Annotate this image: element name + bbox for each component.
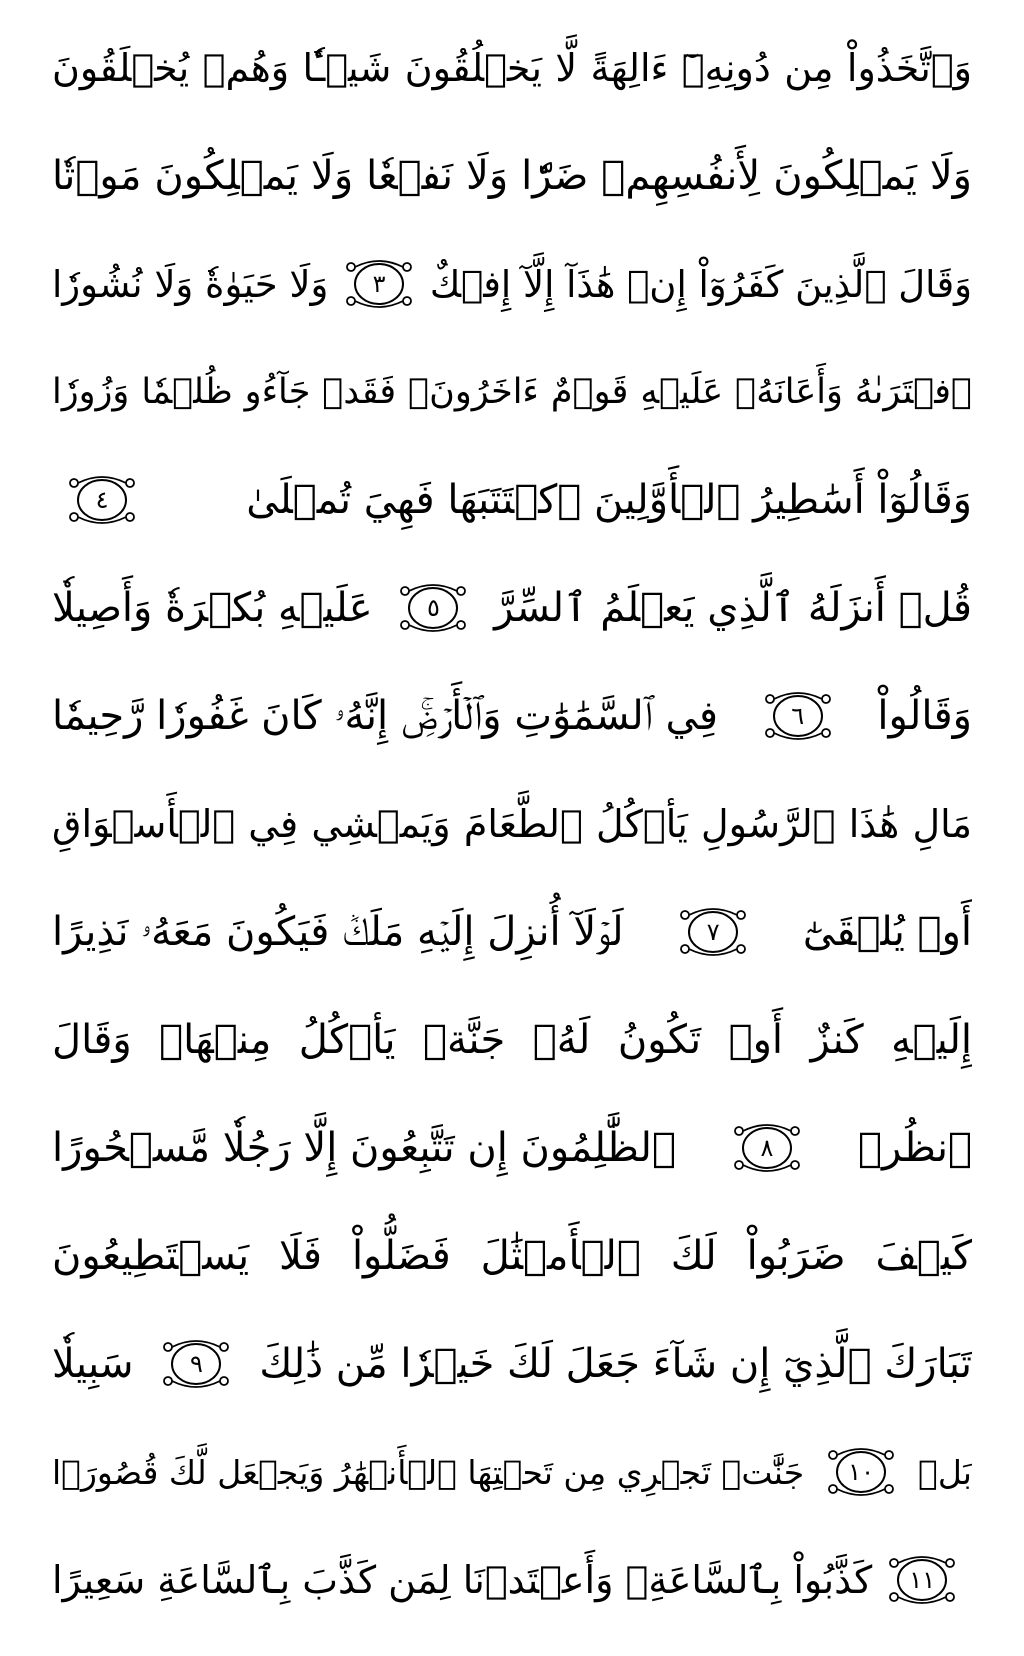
verse-text: إِلَيۡهِ كَنزٌ أَوۡ تَكُونُ لَهُۥ جَنَّةٞ يَأۡكُلُ مِنۡهَاۚ وَقَالَ [52, 1017, 972, 1063]
verse-text: ٱنظُرۡ [857, 1125, 972, 1171]
verse-line [52, 770, 972, 878]
verse-line [52, 1418, 972, 1526]
verse-text: ٱفۡتَرَىٰهُ وَأَعَانَهُۥ عَلَيۡهِ قَوۡمٌ ءَاخَرُونَۖ فَقَدۡ جَآءُو ظُلۡمٗا وَزُورٗا [52, 372, 972, 412]
verse-line [52, 878, 972, 986]
ayah-number: ٣ [372, 270, 386, 298]
ayah-number: ٩ [189, 1350, 203, 1378]
ayah-number: ١٠ [848, 1458, 874, 1486]
verse-text: فِي ٱلسَّمَٰوَٰتِ وَٱلۡأَرۡضِۚ إِنَّهُۥ كَانَ غَفُورٗا رَّحِيمٗا [52, 693, 718, 739]
verse-text: قُلۡ أَنزَلَهُ ٱلَّذِي يَعۡلَمُ ٱلسِّرَّ [494, 585, 972, 631]
verse-text: بَلۡ [918, 1452, 972, 1492]
verse-text: أَوۡ يُلۡقَىٰٓ [802, 909, 972, 955]
verse-line [52, 338, 972, 446]
ayah-number: ٦ [791, 702, 805, 730]
verse-text: وَقَالُوٓاْ أَسَٰطِيرُ ٱلۡأَوَّلِينَ ٱكۡتَتَبَهَا فَهِيَ تُمۡلَىٰ [246, 477, 972, 523]
verse-line [52, 1202, 972, 1310]
verse-line [52, 986, 972, 1094]
verse-text: وَٱتَّخَذُواْ مِن دُونِهِۦٓ ءَالِهَةً لَّا يَخۡلُقُونَ شَيۡـٔٗا وَهُمۡ يُخۡلَقُونَ [52, 46, 972, 90]
verse-line [52, 662, 972, 770]
verse-line [52, 14, 972, 122]
ayah-number-marker [160, 1335, 232, 1393]
verse-text: جَنَّٰتٖ تَجۡرِي مِن تَحۡتِهَا ٱلۡأَنۡهَٰرُ وَيَجۡعَل لَّكَ قُصُورَۢا [52, 1452, 805, 1492]
verse-line [52, 230, 972, 338]
verse-line [52, 1310, 972, 1418]
verse-text: وَلَا حَيَوٰةٗ وَلَا نُشُورٗا [52, 262, 329, 306]
ayah-number-marker [825, 1443, 897, 1501]
ayah-number: ٤ [95, 486, 109, 514]
ayah-number: ٧ [706, 918, 720, 946]
verse-line [52, 1526, 972, 1634]
verse-line [52, 554, 972, 662]
verse-text: مَالِ هَٰذَا ٱلرَّسُولِ يَأۡكُلُ ٱلطَّعَامَ وَيَمۡشِي فِي ٱلۡأَسۡوَاقِ [52, 802, 972, 846]
verse-line [52, 1094, 972, 1202]
verse-text: لَوۡلَآ أُنزِلَ إِلَيۡهِ مَلَكٞ فَيَكُونَ مَعَهُۥ نَذِيرًا [52, 909, 624, 955]
verse-line [52, 122, 972, 230]
verse-text: ٱلظَّٰلِمُونَ إِن تَتَّبِعُونَ إِلَّا رَجُلٗا مَّسۡحُورًا [52, 1125, 676, 1171]
ayah-number-marker [762, 687, 834, 745]
ayah-number: ٥ [426, 594, 440, 622]
verse-text: تَبَارَكَ ٱلَّذِيٓ إِن شَآءَ جَعَلَ لَكَ خَيۡرٗا مِّن ذَٰلِكَ [259, 1341, 972, 1387]
ayah-number-marker [397, 579, 469, 637]
ayah-number-marker [66, 471, 138, 529]
verse-text: وَقَالَ ٱلَّذِينَ كَفَرُوٓاْ إِنۡ هَٰذَآ إِلَّآ إِفۡكٌ [429, 262, 972, 306]
ayah-number: ٨ [760, 1134, 774, 1162]
ayah-number: ١١ [909, 1566, 936, 1594]
ayah-number-marker [677, 903, 749, 961]
verse-text: سَبِيلٗا [52, 1341, 134, 1387]
verse-text: وَلَا يَمۡلِكُونَ لِأَنفُسِهِمۡ ضَرّٗا وَلَا نَفۡعٗا وَلَا يَمۡلِكُونَ مَوۡتٗا [52, 153, 972, 199]
verse-lines [52, 14, 972, 1634]
ayah-number-marker [731, 1119, 803, 1177]
verse-line [52, 446, 972, 554]
ayah-number-marker [343, 255, 415, 313]
verse-text: كَيۡفَ ضَرَبُواْ لَكَ ٱلۡأَمۡثَٰلَ فَضَلُّواْ فَلَا يَسۡتَطِيعُونَ [52, 1233, 972, 1279]
verse-text: كَذَّبُواْ بِٱلسَّاعَةِۖ وَأَعۡتَدۡنَا لِمَن كَذَّبَ بِٱلسَّاعَةِ سَعِيرًا [52, 1558, 873, 1602]
ayah-number-marker [886, 1551, 958, 1609]
verse-text: وَقَالُواْ [877, 693, 972, 739]
verse-text: عَلَيۡهِ بُكۡرَةٗ وَأَصِيلٗا [52, 585, 373, 631]
